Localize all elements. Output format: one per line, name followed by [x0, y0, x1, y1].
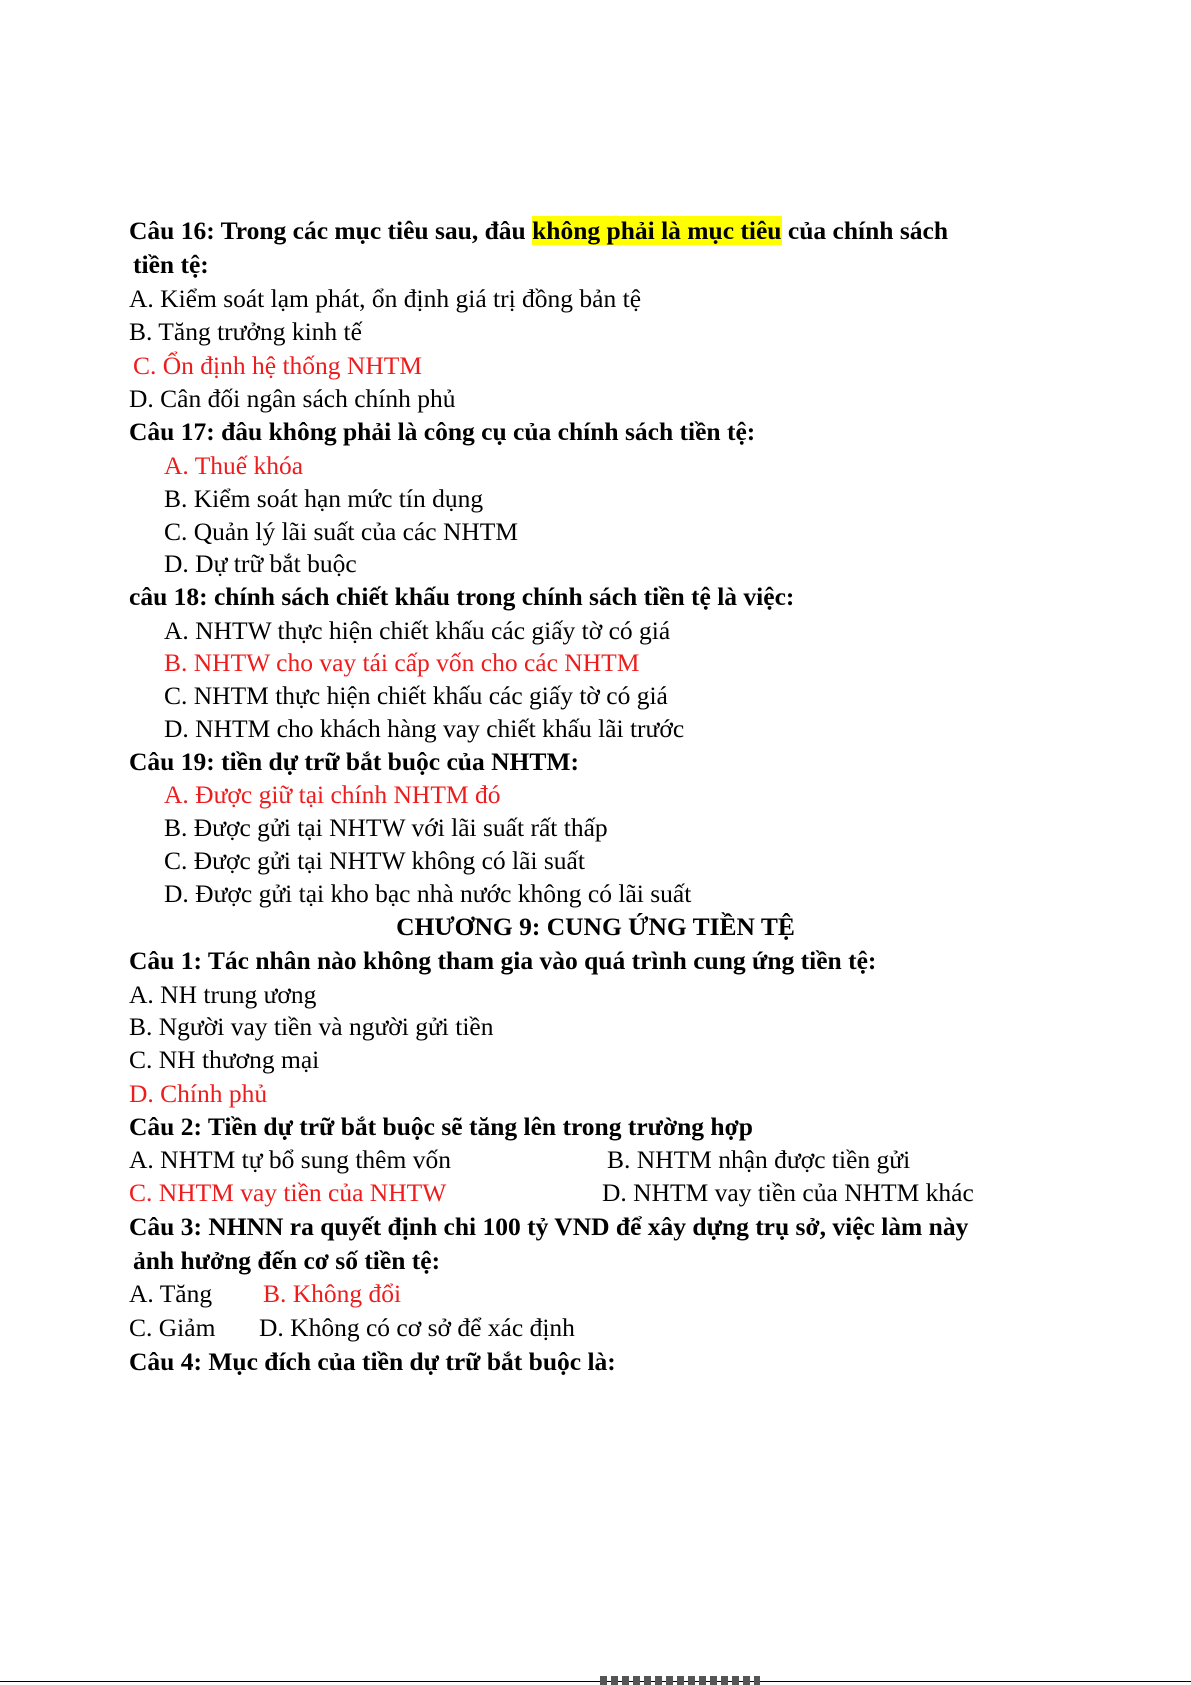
- chapter-heading: CHƯƠNG 9: CUNG ỨNG TIỀN TỆ: [396, 912, 795, 941]
- c3-title-cont: ảnh hưởng đến cơ số tiền tệ:: [133, 1246, 441, 1275]
- page-bottom-rule: [0, 1681, 1191, 1682]
- c1-option-b: B. Người vay tiền và người gửi tiền: [129, 1012, 494, 1041]
- q16-title-suffix: của chính sách: [781, 216, 948, 245]
- q18-option-b: B. NHTW cho vay tái cấp vốn cho các NHTM: [164, 648, 640, 677]
- c1-option-d: D. Chính phủ: [129, 1079, 268, 1108]
- q18-title: câu 18: chính sách chiết khấu trong chính sách tiền tệ là việc:: [129, 582, 795, 611]
- q16-option-c: C. Ổn định hệ thống NHTM: [133, 351, 422, 380]
- q17-title: Câu 17: đâu không phải là công cụ của chính sách tiền tệ:: [129, 417, 756, 446]
- c2-option-d: D. NHTM vay tiền của NHTM khác: [602, 1178, 974, 1207]
- c2-option-a: A. NHTM tự bổ sung thêm vốn: [129, 1145, 451, 1174]
- q16-title-prefix: Câu 16: Trong các mục tiêu sau, đâu: [129, 216, 533, 245]
- q17-option-d: D. Dự trữ bắt buộc: [164, 549, 357, 578]
- q19-option-c: C. Được gửi tại NHTW không có lãi suất: [164, 846, 585, 875]
- q17-option-a: A. Thuế khóa: [164, 451, 304, 480]
- q19-title: Câu 19: tiền dự trữ bắt buộc của NHTM:: [129, 747, 579, 776]
- q19-option-b: B. Được gửi tại NHTW với lãi suất rất thấp: [164, 813, 608, 842]
- c4-title: Câu 4: Mục đích của tiền dự trữ bắt buộc là:: [129, 1347, 616, 1376]
- q19-option-a: A. Được giữ tại chính NHTM đó: [164, 780, 501, 809]
- c3-option-c: C. Giảm: [129, 1313, 216, 1342]
- c2-title: Câu 2: Tiền dự trữ bắt buộc sẽ tăng lên trong trường hợp: [129, 1112, 753, 1141]
- q16-option-b: B. Tăng trưởng kinh tế: [129, 317, 362, 346]
- c1-title: Câu 1: Tác nhân nào không tham gia vào quá trình cung ứng tiền tệ:: [129, 946, 877, 975]
- c2-option-b: B. NHTM nhận được tiền gửi: [607, 1145, 911, 1174]
- c3-option-d: D. Không có cơ sở để xác định: [259, 1313, 575, 1342]
- q17-option-b: B. Kiểm soát hạn mức tín dụng: [164, 484, 484, 513]
- q18-option-c: C. NHTM thực hiện chiết khấu các giấy tờ có giá: [164, 681, 668, 710]
- c1-option-a: A. NH trung ương: [129, 980, 317, 1009]
- q18-option-a: A. NHTW thực hiện chiết khấu các giấy tờ có giá: [164, 616, 671, 645]
- c3-option-a: A. Tăng: [129, 1279, 213, 1308]
- q17-option-c: C. Quản lý lãi suất của các NHTM: [164, 517, 519, 546]
- q19-option-d: D. Được gửi tại kho bạc nhà nước không có lãi suất: [164, 879, 692, 908]
- c1-option-c: C. NH thương mại: [129, 1045, 320, 1074]
- q16-highlight: không phải là mục tiêu: [532, 216, 782, 245]
- q16-title: [129, 214, 948, 248]
- q16-option-a: A. Kiểm soát lạm phát, ổn định giá trị đồng bản tệ: [129, 284, 642, 313]
- c3-title: Câu 3: NHNN ra quyết định chi 100 tỷ VND để xây dựng trụ sở, việc làm này: [129, 1212, 969, 1241]
- q18-option-d: D. NHTM cho khách hàng vay chiết khấu lãi trước: [164, 714, 685, 743]
- c3-option-b: B. Không đổi: [263, 1279, 402, 1308]
- q16-title-cont: tiền tệ:: [133, 250, 209, 279]
- c2-option-c: C. NHTM vay tiền của NHTW: [129, 1178, 447, 1207]
- q16-option-d: D. Cân đối ngân sách chính phủ: [129, 384, 456, 413]
- page-bottom-dashes: [600, 1676, 760, 1685]
